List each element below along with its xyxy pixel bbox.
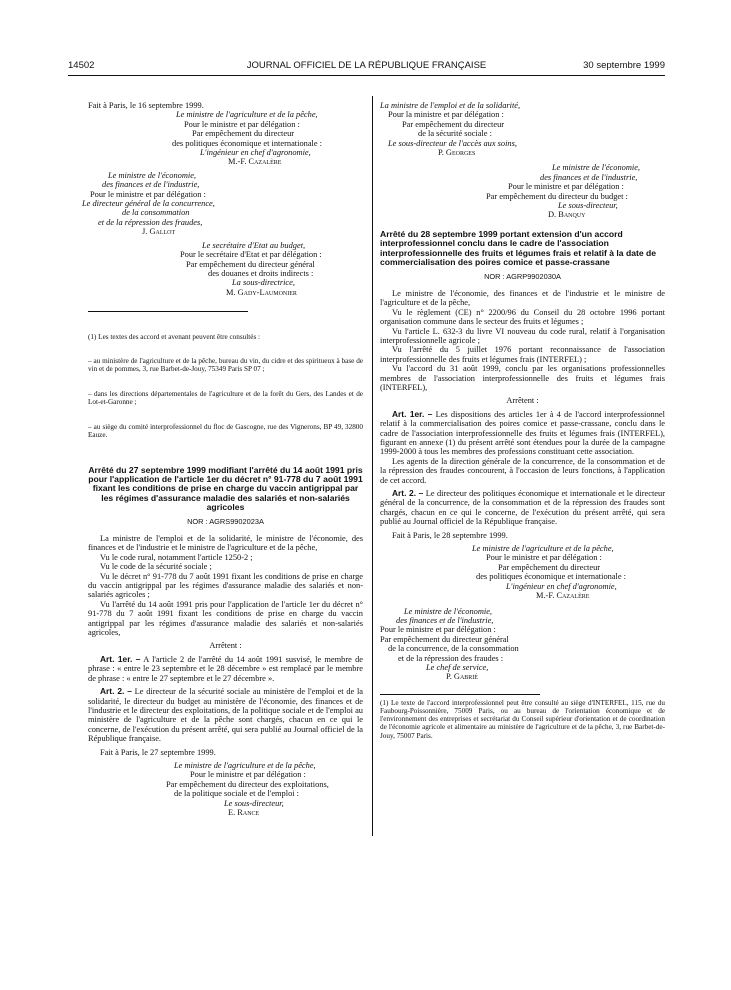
sig-line: L'ingénieur en chef d'agronomie,: [506, 581, 617, 591]
signatory-name: E. Rance: [228, 807, 260, 817]
article-2: [380, 488, 668, 527]
footnote-line: (1) Les textes des accord et avenant peuvent être consultés :: [88, 332, 261, 341]
sig-line: Pour le ministre et par délégation :: [184, 119, 300, 129]
sig-line: L'ingénieur en chef d'agronomie,: [200, 148, 311, 158]
sig-line: de la concurrence, de la consommation: [388, 644, 519, 654]
paragraph: Vu le règlement (CE) n° 2200/96 du Conseil du 28 octobre 1996 portant organisation commune dans le secteur des fruits et légumes ;: [380, 307, 668, 327]
footnote-line: – au ministère de l'agriculture et de la pêche, bureau du vin, du cidre et des spiritueux à base de vin et de pommes, 3, rue Barbet-de-Jouy, 75349 Paris SP 07 ;: [88, 357, 365, 374]
sig-line: Par empêchement du directeur du budget :: [486, 191, 628, 201]
arretent: Arrêtent :: [506, 396, 539, 406]
paragraph: Vu le décret n° 91-778 du 7 août 1991 fixant les conditions de prise en charge du vaccin antigrippal par les régimes d'assurance maladie des salariés et non-salariés agricoles ;: [88, 571, 366, 600]
paragraph: La ministre de l'emploi et de la solidarité, le ministre de l'économie, des finances et de l'industrie et le ministre de l'agriculture et de la pêche,: [88, 534, 366, 553]
article-label: Art. 1er. –: [100, 653, 141, 664]
sig-line: Le ministre de l'économie,: [108, 170, 197, 180]
paragraph: Vu le code rural, notamment l'article 1250-2 ;: [100, 552, 253, 562]
sig-line: des finances et de l'industrie,: [540, 172, 638, 182]
sig-date: Fait à Paris, le 28 septembre 1999.: [392, 530, 508, 540]
sig-line: Le secrétaire d'Etat au budget,: [202, 240, 306, 250]
decree-title: Arrêté du 27 septembre 1999 modifiant l'arrêté du 14 août 1991 pris pour l'application de l'article 1er du décret n° 91-778 du 7 août 1991 fixant les conditions de prise en charge du vaccin antigrippal par les régimes d'assurance maladie des salariés et non-salariés agricoles: [88, 464, 366, 513]
sig-line: Le ministre de l'économie,: [404, 606, 493, 616]
sig-line: des finances et de l'industrie,: [102, 180, 200, 190]
signatory-name: M.-F. Cazalère: [536, 591, 590, 601]
sig-line: Pour le ministre et par délégation :: [380, 625, 496, 635]
signatory-name: M. Gady-Laumonier: [226, 287, 297, 297]
paragraph: Les agents de la direction générale de la concurrence, de la consommation et de la répression des fraudes concourent, à l'occasion de leurs fonctions, à l'application de cet accord.: [380, 456, 668, 485]
paragraph: Le ministre de l'économie, des finances et de l'industrie et le ministre de l'agriculture et de la pêche,: [380, 288, 668, 308]
article-label: Art. 2. –: [392, 488, 424, 499]
sig-line: Le chef de service,: [426, 662, 489, 672]
sig-line: Le directeur général de la concurrence,: [82, 199, 215, 209]
sig-date: Fait à Paris, le 16 septembre 1999.: [88, 101, 204, 110]
sig-line: Pour la ministre et par délégation :: [388, 110, 504, 120]
paragraph: Vu le code de la sécurité sociale ;: [100, 562, 212, 572]
page-number: 14502: [68, 60, 95, 71]
paragraph: Vu l'arrêté du 5 juillet 1976 portant reconnaissance de l'association interprofessionnelle des fruits et légumes frais (INTERFEL) ;: [380, 345, 668, 364]
sig-line: Pour le secrétaire d'Etat et par délégation :: [180, 250, 322, 260]
arretent: Arrêtent :: [209, 641, 242, 651]
sig-line: Le sous-directeur,: [558, 201, 618, 211]
article-text: A l'article 2 de l'arrêté du 14 août 1991 susvisé, le membre de phrase : « entre le 23 septembre et le 28 décembre » est remplacé par le membre de phrase : « entre le 27 septembre et le 27 décembre ».: [88, 654, 366, 683]
right-column: [380, 101, 668, 740]
sig-line: des politiques économique et internationale :: [172, 138, 323, 148]
issue-date: 30 septembre 1999: [583, 60, 665, 71]
column-divider: [372, 96, 373, 836]
footnote-rule: [380, 694, 540, 695]
article-text: Les dispositions des articles 1er à 4 de l'accord interprofessionnel relatif à la commercialisation des poires comice et passe-crassane, conclu dans le cadre de l'association interprofessionnelle des fruits et légumes frais (INTERFEL), figurant en annexe (1) du présent arrêté sont étendues pour la durée de la campagne 1999-2000 à tous les membres des professions constituant cette association.: [380, 409, 668, 457]
article-2: [88, 686, 366, 744]
sig-line: de la sécurité sociale :: [418, 129, 492, 139]
header-rule: [68, 75, 665, 76]
footnote-line: – dans les directions départementales de l'agriculture et de la forêt du Gers, des Landes et de Lot-et-Garonne ;: [88, 389, 365, 407]
footnote: (1) Le texte de l'accord interprofessionnel peut être consulté au siège d'INTERFEL, 115, rue du Faubourg-Poissonnière, 75009 Paris, ou au bureau de l'orientation économique et de l'environnement des entreprises et secrétariat du Conseil supérieur d'orientation et de coordination de l'économie agricole et alimentaire au ministère de l'agriculture et de la pêche, 3, rue Barbet-de-Jouy, 75007 Paris.: [380, 698, 667, 740]
article-label: Art. 1er. –: [392, 408, 433, 419]
sig-line: La sous-directrice,: [232, 278, 295, 288]
sig-line: Le ministre de l'économie,: [552, 163, 641, 173]
sig-line: Le ministre de l'agriculture et de la pêche,: [176, 110, 318, 120]
signatory-name: D. Banquy: [548, 210, 586, 220]
sig-line: La ministre de l'emploi et de la solidarité,: [380, 101, 521, 110]
article-1: [88, 653, 366, 683]
page-header: [68, 60, 665, 74]
sig-line: Le sous-directeur de l'accès aux soins,: [388, 138, 517, 148]
left-column: [82, 101, 366, 817]
paragraph: Vu l'accord du 31 août 1999, conclu par les organisations professionnelles membres de l'association interprofessionnelle des fruits et légumes frais (INTERFEL),: [380, 364, 668, 392]
sig-line: Pour le ministre et par délégation :: [190, 770, 306, 780]
sig-line: Le ministre de l'agriculture et de la pêche,: [174, 760, 316, 770]
nor-reference: NOR : AGRP9902030A: [484, 271, 561, 281]
sig-line: des douanes et droits indirects :: [208, 268, 314, 278]
footnote-line: – au siège du comité interprofessionnel du floc de Gascogne, rue des Vignerons, BP 49, 32800 Eauze.: [88, 422, 365, 439]
paragraph: Vu l'article L. 632-3 du livre VI nouveau du code rural, relatif à l'organisation interprofessionnelle agricole ;: [380, 326, 668, 345]
paragraph: Vu l'arrêté du 14 août 1991 pris pour l'application de l'article 1er du décret n° 91-778 du 7 août 1991 fixant les conditions de prise en charge du vaccin antigrippal par les régimes d'assurance maladie des salariés et non-salariés agricoles,: [88, 599, 366, 638]
signatory-name: P. Georges: [438, 148, 476, 158]
sig-line: de la consommation: [122, 208, 190, 218]
article-1: [380, 408, 668, 457]
journal-title: JOURNAL OFFICIEL DE LA RÉPUBLIQUE FRANÇAISE: [246, 60, 487, 71]
sig-line: et de la répression des fraudes :: [398, 653, 504, 663]
sig-line: de la politique sociale et de l'emploi :: [174, 789, 300, 799]
footnote: [88, 316, 363, 455]
footnote-rule: [88, 311, 248, 312]
sig-line: Le ministre de l'agriculture et de la pêche,: [472, 544, 614, 554]
sig-line: des politiques économique et internationale :: [476, 572, 627, 582]
sig-line: Pour le ministre et par délégation :: [90, 189, 206, 199]
sig-line: Par empêchement du directeur des exploitations,: [166, 779, 329, 789]
sig-line: Pour le ministre et par délégation :: [508, 182, 624, 192]
signatory-name: J. Gallot: [142, 227, 176, 237]
signatory-name: P. Gabrié: [446, 672, 478, 682]
sig-line: Par empêchement du directeur: [498, 562, 601, 572]
sig-line: Pour le ministre et par délégation :: [486, 553, 602, 563]
sig-line: Le sous-directeur,: [224, 798, 284, 808]
nor-reference: NOR : AGRS9902023A: [187, 516, 264, 526]
sig-line: Par empêchement du directeur: [402, 119, 505, 129]
article-text: Le directeur des politiques économique et internationale et le directeur général de la concurrence, de la consommation et de la répression des fraudes sont chargés, chacun en ce qui le concerne, de l'exécution du présent arrêté, qui sera publié au Journal officiel de la République française.: [380, 489, 668, 527]
sig-date: Fait à Paris, le 27 septembre 1999.: [100, 747, 216, 757]
decree-title: Arrêté du 28 septembre 1999 portant extension d'un accord interprofessionnel conclu dans le cadre de l'association interprofessionnelle des fruits et légumes frais et relatif à la date de commercialisation des poires comice et passe-crassane: [380, 228, 659, 268]
signatory-name: M.-F. Cazalère: [228, 157, 282, 167]
sig-line: Par empêchement du directeur général: [380, 634, 509, 644]
sig-line: Par empêchement du directeur: [192, 129, 295, 139]
sig-line: Par empêchement du directeur général: [186, 259, 315, 269]
sig-line: des finances et de l'industrie,: [396, 615, 494, 625]
article-text: Le directeur de la sécurité sociale au ministère de l'emploi et de la solidarité, le directeur du budget au ministère de l'économie, des finances et de l'industrie et le directeur des exploitations, de la politique sociale et de l'emploi au ministère de l'agriculture et de la pêche sont chargés, chacun en ce qui le concerne, de l'exécution du présent arrêté, qui sera publié au Journal officiel de la République française.: [88, 687, 366, 744]
sig-line: et de la répression des fraudes,: [98, 217, 203, 227]
article-label: Art. 2. –: [100, 686, 132, 697]
